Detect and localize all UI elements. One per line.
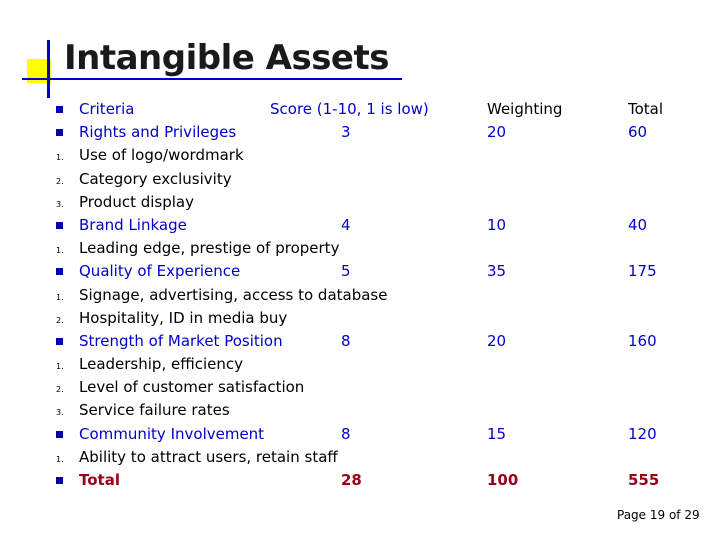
criterion-label: Brand Linkage — [79, 215, 187, 234]
score-value: 8 — [341, 424, 351, 443]
total-value: 175 — [628, 262, 657, 281]
criterion-label: Leading edge, prestige of property — [79, 239, 340, 258]
score-header: Score (1-10, 1 is low) — [270, 100, 429, 118]
total-value: 555 — [628, 471, 660, 489]
score-value: 28 — [341, 471, 362, 489]
page-number: Page 19 of 29 — [617, 508, 700, 522]
weighting-value: 20 — [487, 123, 507, 142]
list-number: 3. — [56, 408, 64, 418]
sub-criterion-row — [0, 376, 720, 399]
criterion-label: Hospitality, ID in media buy — [79, 308, 288, 327]
weighting-value: 10 — [487, 215, 507, 234]
total-value: 60 — [628, 123, 648, 142]
total-value: 120 — [628, 424, 657, 443]
weighting-value: 15 — [487, 424, 507, 443]
header-row — [0, 98, 720, 121]
weighting-value: 100 — [487, 471, 519, 489]
criterion-row — [0, 330, 720, 353]
list-number: 1. — [56, 292, 64, 302]
criterion-row — [0, 121, 720, 144]
criterion-label: Leadership, efficiency — [79, 355, 243, 374]
criterion-label: Ability to attract users, retain staff — [79, 447, 338, 466]
sub-criterion-row — [0, 284, 720, 307]
sub-criterion-row — [0, 168, 720, 191]
list-number: 1. — [56, 153, 64, 163]
criterion-label: Total — [79, 471, 120, 489]
score-value: 8 — [341, 331, 351, 350]
weighting-value: 35 — [487, 262, 507, 281]
sub-criterion-row — [0, 353, 720, 376]
criterion-label: Rights and Privileges — [79, 123, 237, 142]
weighting-value: 20 — [487, 331, 507, 350]
bullet-icon — [56, 214, 63, 237]
criterion-row — [0, 423, 720, 446]
bullet-icon — [56, 423, 63, 446]
list-number: 2. — [56, 315, 64, 325]
criterion-label: Community Involvement — [79, 424, 265, 443]
sub-criterion-row — [0, 191, 720, 214]
bullet-icon — [56, 469, 63, 492]
criterion-label: Signage, advertising, access to database — [79, 285, 388, 304]
bullet-icon — [56, 121, 63, 144]
total-header: Total — [628, 100, 664, 118]
criterion-row — [0, 214, 720, 237]
score-value: 5 — [341, 262, 351, 281]
criterion-label: Use of logo/wordmark — [79, 146, 244, 165]
list-number: 2. — [56, 385, 64, 395]
criterion-label: Strength of Market Position — [79, 331, 283, 350]
total-value: 160 — [628, 331, 657, 350]
decorative-horizontal-line — [22, 78, 402, 80]
criterion-row — [0, 260, 720, 283]
weighting-header: Weighting — [487, 100, 563, 118]
list-number: 2. — [56, 176, 64, 186]
criterion-row — [0, 469, 720, 492]
criteria-list — [0, 98, 720, 492]
sub-criterion-row — [0, 446, 720, 469]
score-value: 4 — [341, 215, 351, 234]
list-number: 3. — [56, 199, 64, 209]
sub-criterion-row — [0, 307, 720, 330]
total-value: 40 — [628, 215, 648, 234]
bullet-icon — [56, 260, 63, 283]
list-number: 1. — [56, 454, 64, 464]
slide-title: Intangible Assets — [64, 38, 389, 78]
decorative-vertical-line — [47, 40, 50, 98]
sub-criterion-row — [0, 144, 720, 167]
criterion-label: Category exclusivity — [79, 169, 232, 188]
list-number: 1. — [56, 246, 64, 256]
score-value: 3 — [341, 123, 351, 142]
criterion-label: Quality of Experience — [79, 262, 241, 281]
bullet-icon — [56, 330, 63, 353]
bullet-icon — [56, 98, 63, 121]
criterion-label: Level of customer satisfaction — [79, 378, 305, 397]
criteria-header: Criteria — [79, 100, 135, 118]
criterion-label: Product display — [79, 192, 194, 211]
sub-criterion-row — [0, 399, 720, 422]
list-number: 1. — [56, 362, 64, 372]
criterion-label: Service failure rates — [79, 401, 230, 420]
sub-criterion-row — [0, 237, 720, 260]
